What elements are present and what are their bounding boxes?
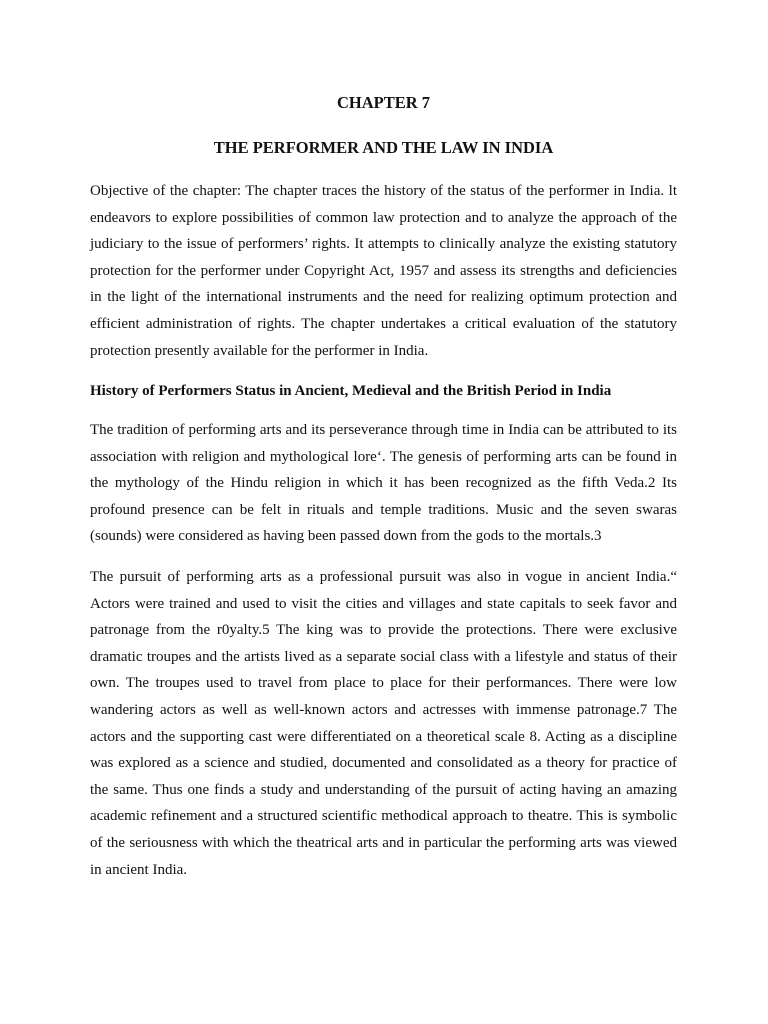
chapter-title: THE PERFORMER AND THE LAW IN INDIA bbox=[213, 138, 554, 157]
objective-paragraph: Objective of the chapter: The chapter traces the history of the status of the performer in India. lt endeavors to explore possibilities of common law protection and to analyze the approach of the judiciary to the issue of performers’ rights. It attempts to clinically analyze the existing statutory protection for the performer under Copyright Act, 1957 and assess its strengths and deficiencies in the light of the international instruments and the need for realizing optimum protection and efficient administration of rights. The chapter undertakes a critical evaluation of the statutory protection presently available for the performer in India. bbox=[90, 183, 677, 359]
section-heading: History of Performers Status in Ancient, Medieval and the British Period in India bbox=[90, 383, 612, 399]
chapter-label: CHAPTER 7 bbox=[336, 93, 431, 112]
pursuit-paragraph: The pursuit of performing arts as a professional pursuit was also in vogue in ancient India.“ Actors were trained and used to visit the cities and villages and state capitals to seek favor and patronage from the r0yalty.5 The king was to provide the protections. There were exclusive dramatic troupes and the artists lived as a separate social class with a lifestyle and status of their own. The troupes used to travel from place to place for their performances. There were low wandering actors as well as well-known actors and actresses with immense patronage.7 The actors and the supporting cast were differentiated on a theoretical scale 8. Acting as a discipline was explored as a science and studied, documented and consolidated as a theory for practice of the same. Thus one finds a study and understanding of the pursuit of acting having an amazing academic refinement and a structured scientific methodical approach to theatre. This is symbolic of the seriousness with which the theatrical arts and in particular the performing arts was viewed in ancient India. bbox=[90, 569, 677, 878]
tradition-paragraph: The tradition of performing arts and its perseverance through time in India can be attributed to its association with religion and mythological lore‘. The genesis of performing arts can be found in the mythology of the Hindu religion in which it has been recognized as the fifth Veda.2 Its profound presence can be felt in rituals and temple traditions. Music and the seven swaras (sounds) were considered as having been passed down from the gods to the mortals.3 bbox=[90, 422, 677, 545]
